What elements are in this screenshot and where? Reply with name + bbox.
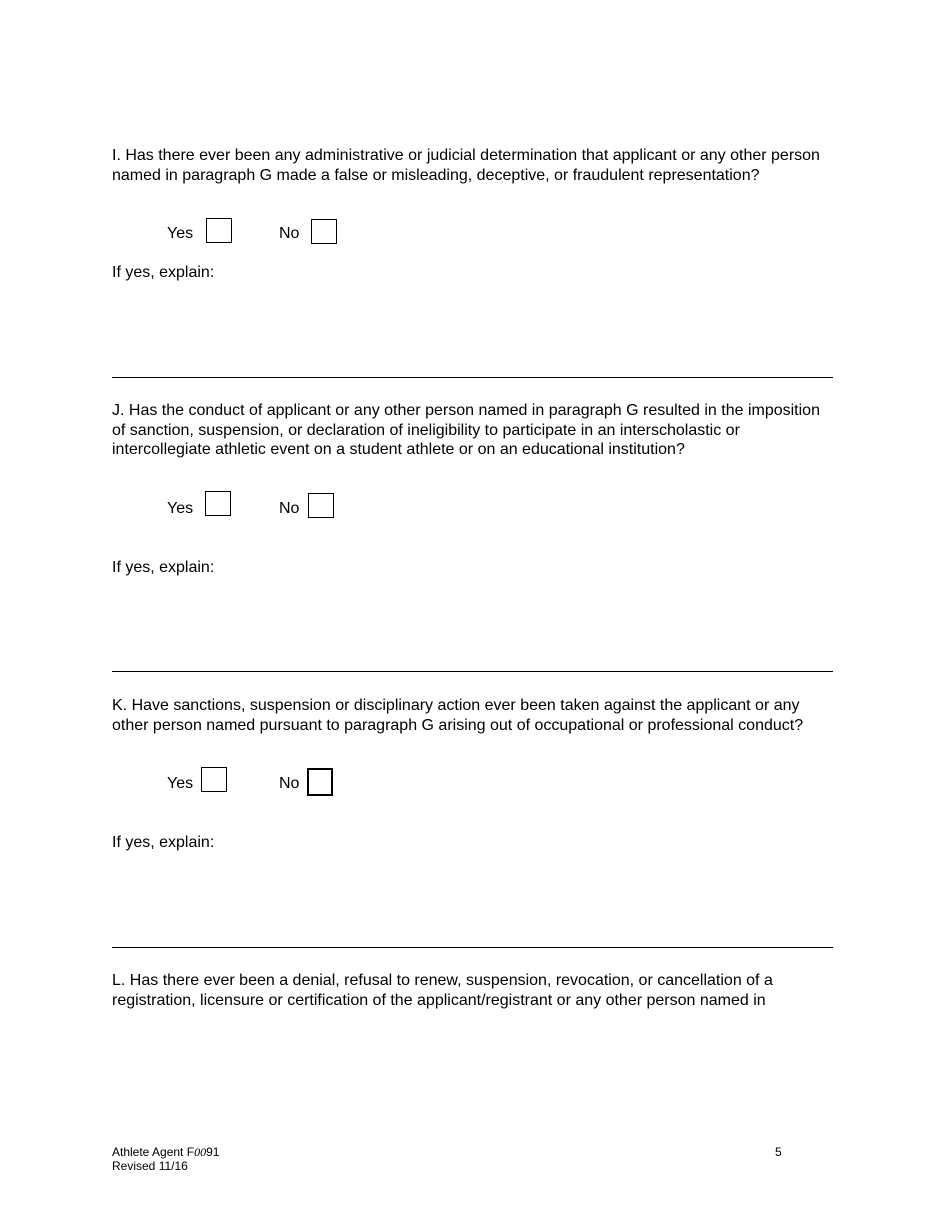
revised-date: Revised 11/16 <box>112 1159 188 1173</box>
explain-label-i: If yes, explain: <box>112 264 215 281</box>
question-i: I. Has there ever been any administrative or judicial determination that applicant or any other person named in paragraph G made a false or misleading, deceptive, or fraudulent representation? <box>112 147 820 184</box>
question-l: L. Has there ever been a denial, refusal to renew, suspension, revocation, or cancellation of a registration, licensure or certification of the applicant/registrant or any other person named in <box>112 972 773 1009</box>
explain-line-k[interactable] <box>112 947 833 948</box>
form-number <box>112 1145 219 1159</box>
explain-label-j: If yes, explain: <box>112 559 215 576</box>
yes-label-j: Yes <box>167 500 194 517</box>
no-label-k: No <box>279 775 300 792</box>
explain-line-j[interactable] <box>112 671 833 672</box>
no-label-j: No <box>279 500 300 517</box>
yes-checkbox-k[interactable] <box>201 767 227 792</box>
yes-checkbox-j[interactable] <box>205 491 231 516</box>
form-number-prefix: Athlete Agent F <box>112 1145 195 1159</box>
explain-label-k: If yes, explain: <box>112 834 215 851</box>
page-number: 5 <box>775 1145 782 1159</box>
form-number-italic: 00 <box>194 1145 207 1159</box>
no-checkbox-k[interactable] <box>307 768 333 796</box>
explain-line-i[interactable] <box>112 377 833 378</box>
yes-checkbox-i[interactable] <box>206 218 232 243</box>
yes-label-i: Yes <box>167 225 194 242</box>
yes-label-k: Yes <box>167 775 194 792</box>
no-label-i: No <box>279 225 300 242</box>
no-checkbox-i[interactable] <box>311 219 337 244</box>
no-checkbox-j[interactable] <box>308 493 334 518</box>
question-j: J. Has the conduct of applicant or any other person named in paragraph G resulted in the imposition of sanction, suspension, or declaration of ineligibility to participate in an interscholastic or intercollegiate athletic event on a student athlete or on an educational institution? <box>112 402 820 458</box>
form-number-suffix: 91 <box>206 1145 220 1159</box>
question-k: K. Have sanctions, suspension or disciplinary action ever been taken against the applicant or any other person named pursuant to paragraph G arising out of occupational or professional conduct? <box>112 697 804 734</box>
